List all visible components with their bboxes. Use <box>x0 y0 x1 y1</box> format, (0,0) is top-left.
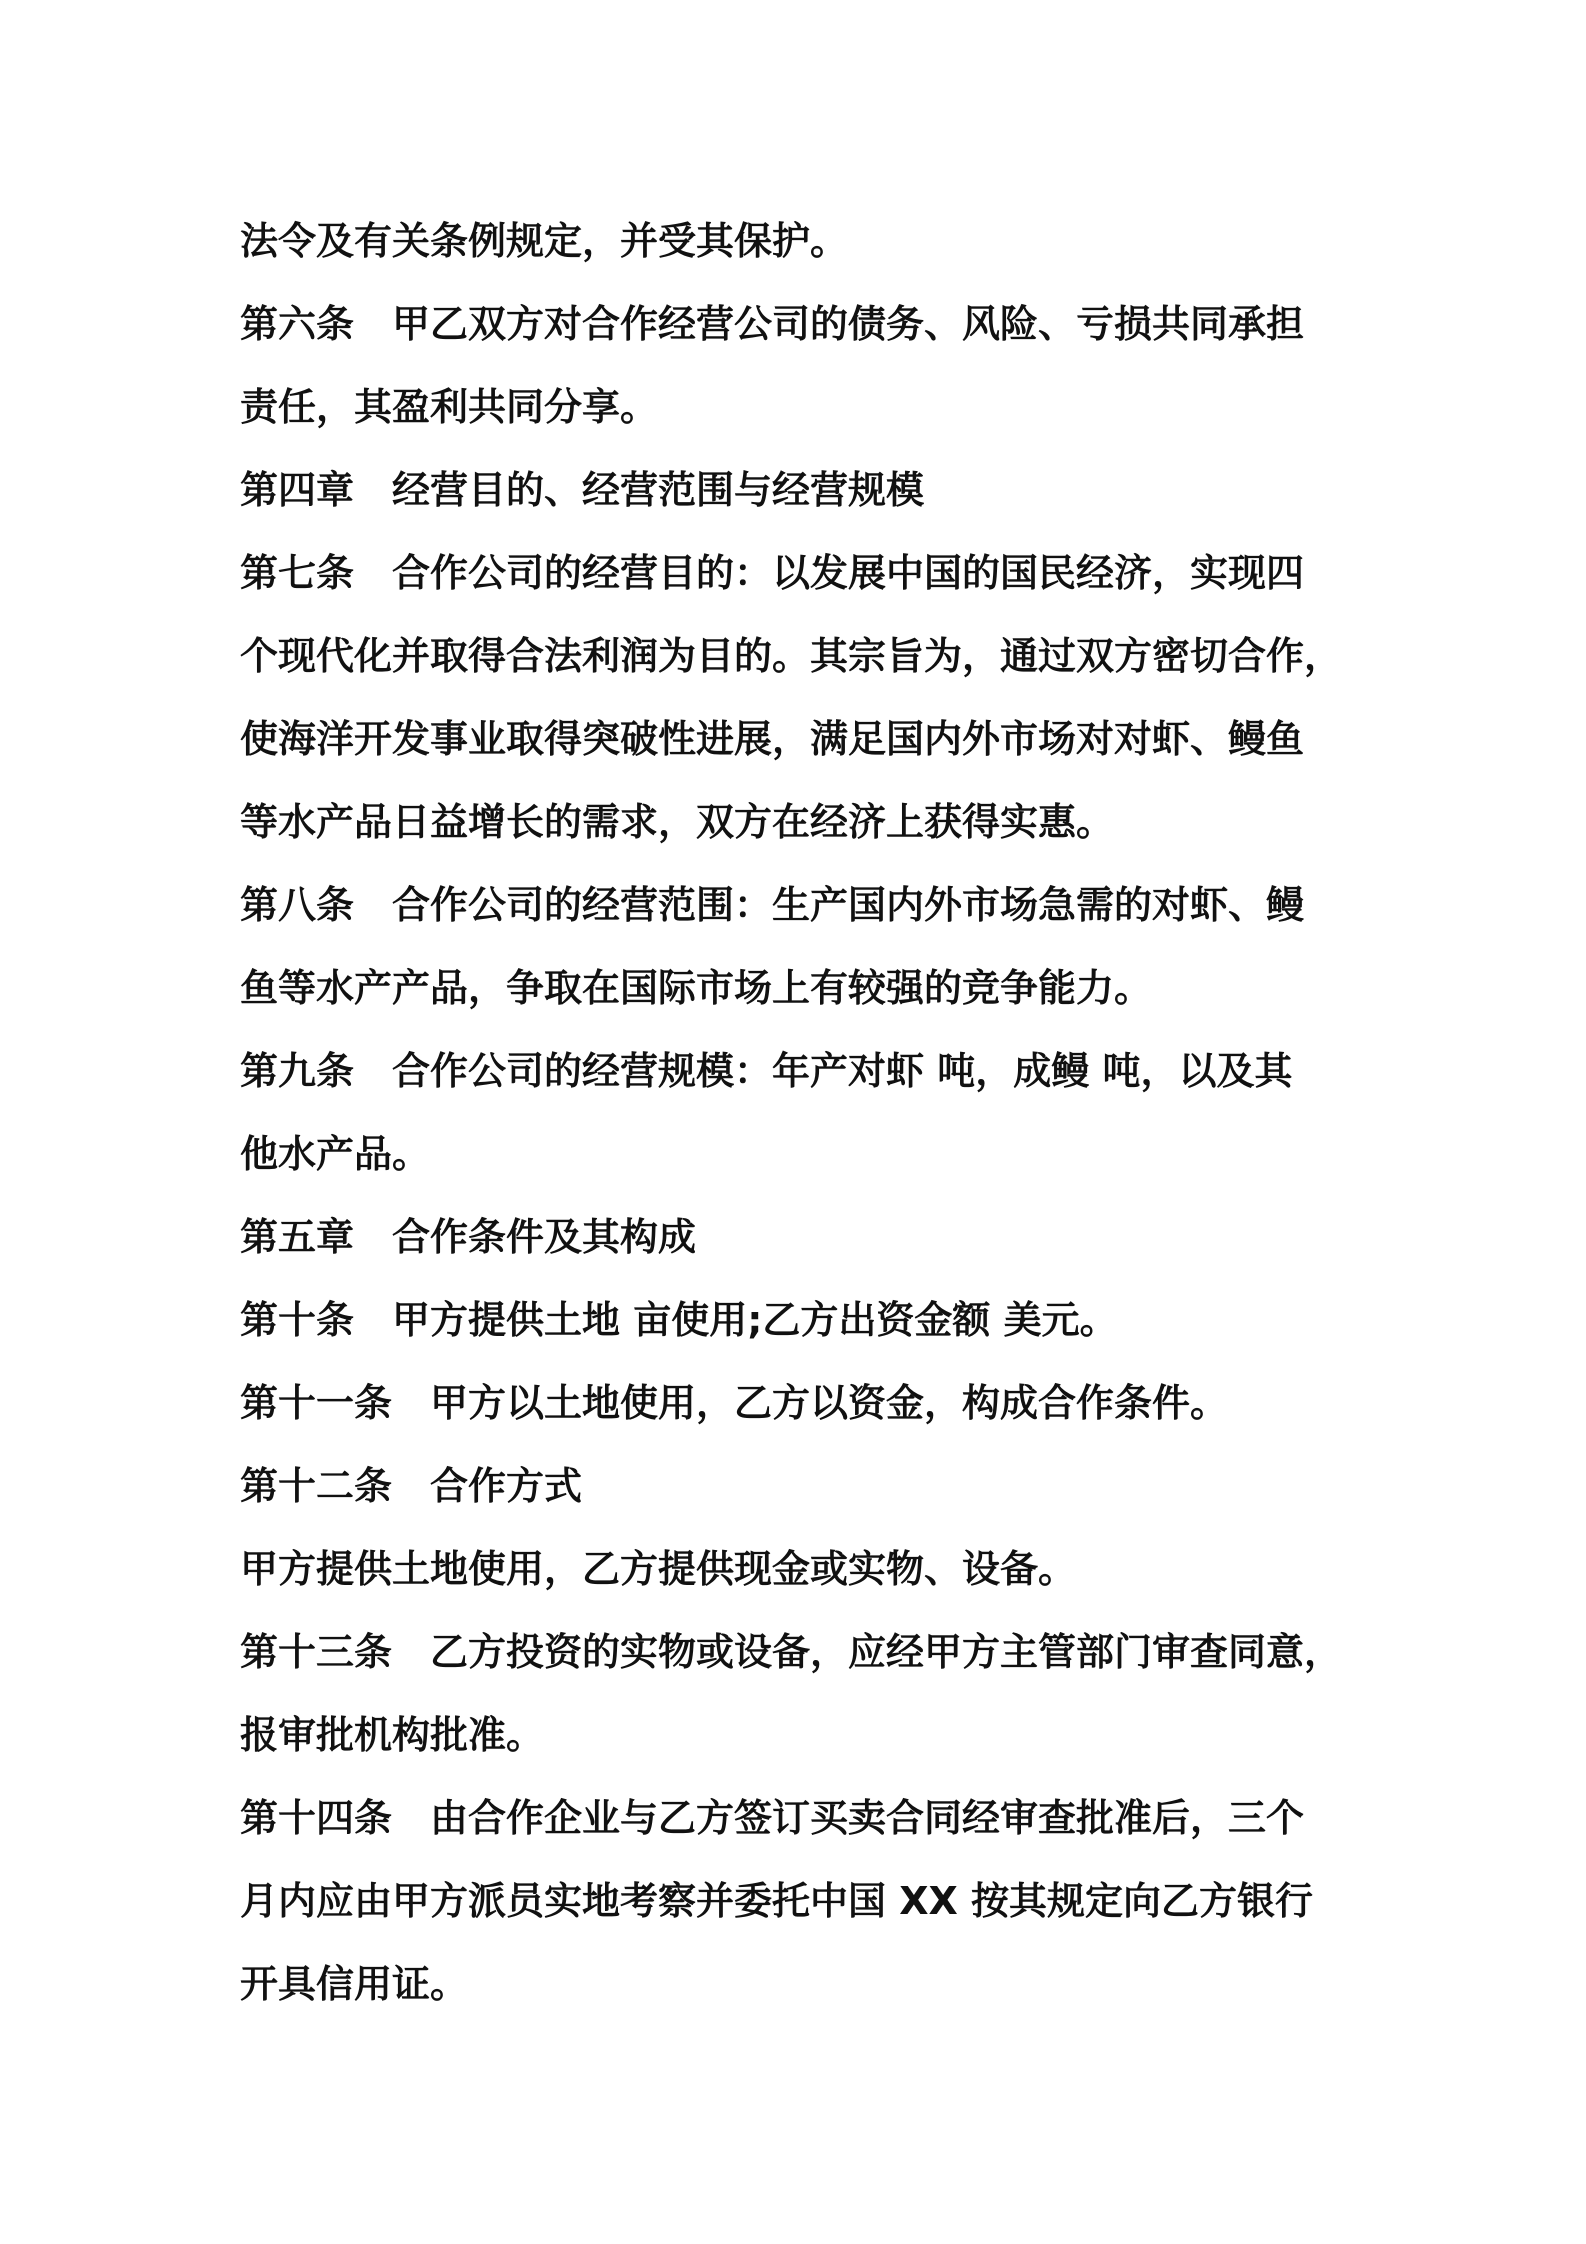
text-line: 责任，其盈利共同分享。 <box>240 385 659 429</box>
text-line: 法令及有关条例规定，并受其保护。 <box>240 219 849 263</box>
text-line: 鱼等水产产品，争取在国际市场上有较强的竞争能力。 <box>240 966 1153 1010</box>
text-line: 第九条 合作公司的经营规模：年产对虾 吨，成鳗 吨，以及其 <box>240 1049 1293 1093</box>
text-line: 第十一条 甲方以土地使用，乙方以资金，构成合作条件。 <box>240 1381 1229 1425</box>
text-line: 使海洋开发事业取得突破性进展，满足国内外市场对对虾、鳗鱼 <box>240 717 1305 761</box>
text-line: 月内应由甲方派员实地考察并委托中国 XX 按其规定向乙方银行 <box>240 1879 1314 1923</box>
document-body <box>240 200 1350 2026</box>
text-line: 第十四条 由合作企业与乙方签订买卖合同经审查批准后，三个 <box>240 1796 1305 1840</box>
text-line: 开具信用证。 <box>240 1962 469 2006</box>
chapter-heading: 第五章 合作条件及其构成 <box>240 1215 697 1259</box>
text-line: 第十条 甲方提供土地 亩使用;乙方出资金额 美元。 <box>240 1298 1118 1342</box>
text-line: 第八条 合作公司的经营范围：生产国内外市场急需的对虾、鳗 <box>240 883 1305 927</box>
text-line: 第十三条 乙方投资的实物或设备，应经甲方主管部门审查同意， <box>240 1630 1343 1674</box>
text-line: 个现代化并取得合法利润为目的。其宗旨为，通过双方密切合作， <box>240 634 1343 678</box>
text-line: 甲方提供土地使用，乙方提供现金或实物、设备。 <box>240 1547 1077 1591</box>
text-line: 等水产品日益增长的需求，双方在经济上获得实惠。 <box>240 800 1115 844</box>
text-line: 他水产品。 <box>240 1132 431 1176</box>
text-line: 第六条 甲乙双方对合作经营公司的债务、风险、亏损共同承担 <box>240 302 1305 346</box>
text-line: 第十二条 合作方式 <box>240 1464 583 1508</box>
text-line: 第七条 合作公司的经营目的：以发展中国的国民经济，实现四 <box>240 551 1305 595</box>
text-line: 报审批机构批准。 <box>240 1713 545 1757</box>
chapter-heading: 第四章 经营目的、经营范围与经营规模 <box>240 468 925 512</box>
